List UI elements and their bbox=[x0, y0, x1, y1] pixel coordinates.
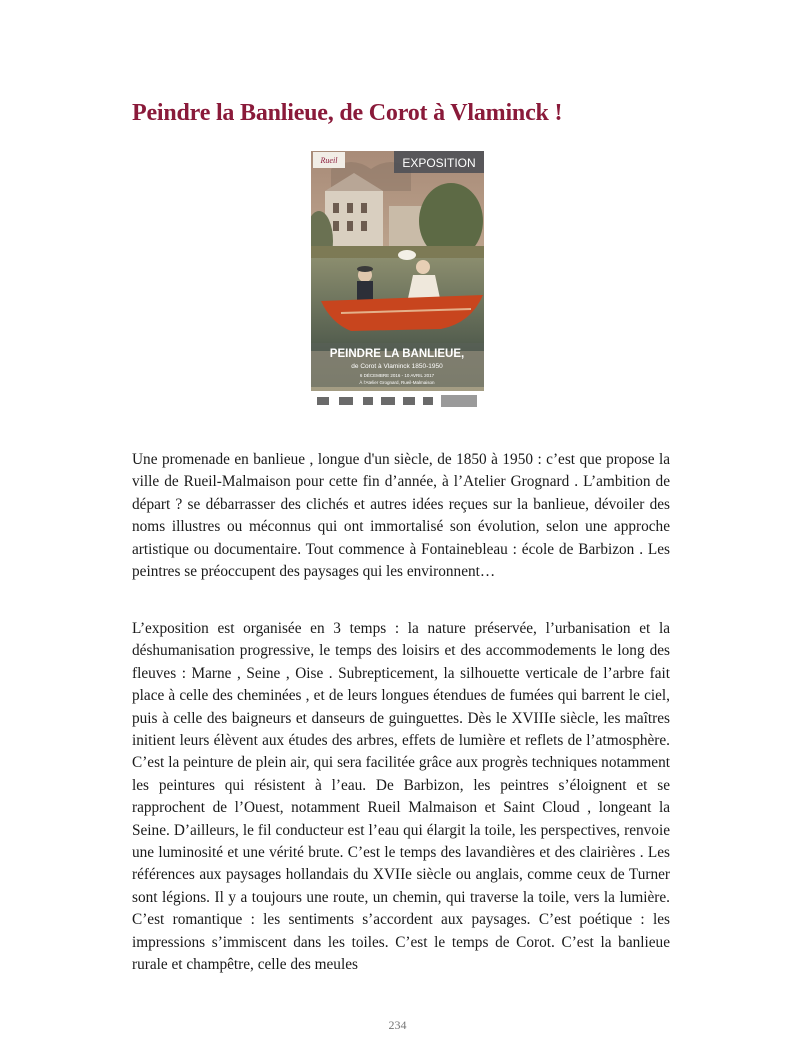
body-paragraph: Une promenade en banlieue , longue d'un siècle, de 1850 à 1950 : c’est que propose la ville de Rueil-Malmaison pour cette fin d’année, à l’Atelier Grognard . L’ambition de départ ? se débarrasser des clichés et autres idées reçues sur la banlieue, dévoiler des noms illustres ou méconnus qui ont immortalisé son évolution, selon une approche artistique ou documentaire. Tout commence à Fontainebleau : école de Barbizon . Les peintres se préoccupent des paysages qui les environnent… bbox=[132, 451, 670, 581]
poster-header: EXPOSITION bbox=[402, 156, 476, 170]
poster-venue: À l'Atelier Grognard, Rueil-Malmaison bbox=[359, 380, 435, 385]
poster-subtitle: de Corot à Vlaminck 1850-1950 bbox=[351, 363, 443, 370]
poster-bank bbox=[311, 246, 484, 258]
body-paragraph: L’exposition est organisée en 3 temps : la nature préservée, l’urbanisation et la déshumanisation progressive, le temps des loisirs et des accommodements le long des fleuves : Marne , Seine , Oise . Subrepticement, la silhouette verticale de l’arbre fait place à celle des cheminées , et de leurs longues étendues de fumées qui barrent le ciel, puis à celle des baigneurs et danseurs de guinguettes. Dès le XVIIIe siècle, les maîtres initient leurs élèvent aux études des arbres, effets de lumière et reflets de l’atmosphère. C’est la peinture de plein air, qui sera facilitée grâce aux progrès techniques notamment les peintures qui résistent à l’eau. De Barbizon, les peintres s’éloignent et se rapprochent de l’Ouest, notamment Rueil Malmaison et Saint Cloud , longeant la Seine. D’ailleurs, le fil conducteur est l’eau qui élargit la toile, les perspectives, renvoie une luminosité et une vérité brute. C’est le temps des lavandières et des clairières . Les références aux paysages hollandais du XVIIe siècle ou anglais, comme ceux de Turner sont légions. Il y a toujours une route, un chemin, qui traverse la toile, vers la lumière. C’est romantique : les sentiments s’accordent aux paysages. C’est poétique : les impressions s’immiscent dans les toiles. C’est le temps de Corot. C’est la banlieue rurale et champêtre, celle des meules bbox=[132, 620, 670, 974]
page-title: Peindre la Banlieue, de Corot à Vlaminck ! bbox=[132, 100, 563, 126]
poster-headline: PEINDRE LA BANLIEUE, bbox=[329, 348, 465, 360]
poster-logo: Rueil bbox=[320, 156, 338, 165]
poster-dates: 6 DÉCEMBRE 2016 - 10 AVRIL 2017 bbox=[359, 373, 435, 378]
page-number: 234 bbox=[388, 1018, 407, 1032]
exhibition-poster bbox=[311, 151, 484, 412]
